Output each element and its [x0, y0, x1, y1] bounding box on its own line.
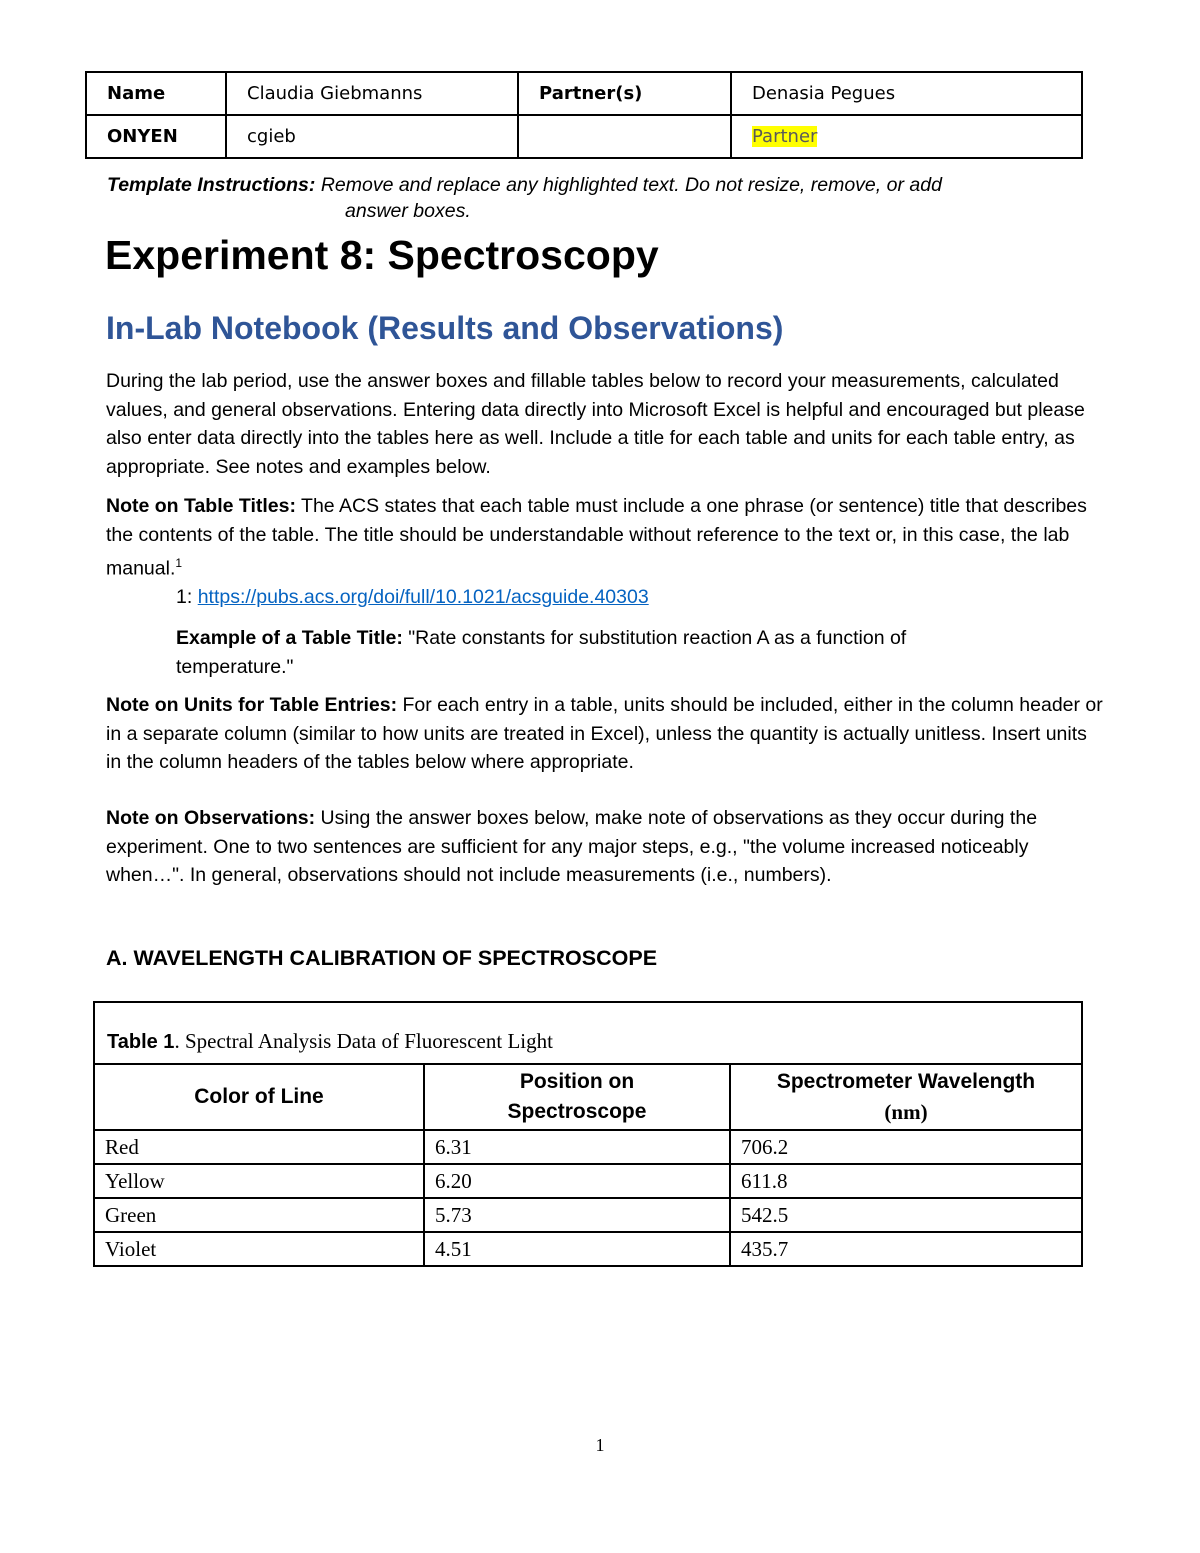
cell-wavelength[interactable]: 435.7	[730, 1232, 1081, 1265]
name-value[interactable]: Claudia Giebmanns	[226, 72, 518, 115]
cell-wavelength[interactable]: 542.5	[730, 1198, 1081, 1232]
example-table-title	[176, 624, 1016, 681]
footnote-ref: 1	[175, 556, 183, 570]
note-table-titles-label: Note on Table Titles:	[106, 495, 296, 517]
instructions-line2: answer boxes.	[345, 200, 471, 222]
cell-wavelength[interactable]: 706.2	[730, 1130, 1081, 1164]
instructions-label: Template Instructions:	[107, 174, 316, 196]
empty-cell[interactable]	[518, 115, 731, 158]
cell-position[interactable]: 4.51	[424, 1232, 730, 1265]
page-subtitle: In-Lab Notebook (Results and Observations)	[106, 310, 784, 346]
footnote-sep: :	[186, 586, 198, 608]
cell-color[interactable]: Violet	[95, 1232, 424, 1265]
col-position-header	[424, 1065, 730, 1130]
cell-color[interactable]: Green	[95, 1198, 424, 1232]
note-units-text: For each entry in a table, units should be included, either in the column header or in a separate column (similar to how units are treated in Excel), unless the quantity is actually unitless. Insert units in the column headers of the tables below where appropriate.	[106, 694, 1103, 773]
name-label: Name	[86, 72, 226, 115]
spectral-data-table	[95, 1065, 1081, 1265]
header-table	[85, 71, 1083, 159]
cell-position[interactable]: 6.31	[424, 1130, 730, 1164]
partner-value[interactable]: Denasia Pegues	[731, 72, 1082, 115]
instructions-line1: Remove and replace any highlighted text. Do not resize, remove, or add	[320, 174, 942, 196]
cell-position[interactable]: 6.20	[424, 1164, 730, 1198]
partner-onyen-value[interactable]: Partner	[752, 126, 818, 147]
section-a-heading: A. WAVELENGTH CALIBRATION OF SPECTROSCOPE	[106, 946, 658, 970]
template-instructions	[107, 172, 1067, 224]
footnote	[176, 583, 1076, 612]
example-label: Example of a Table Title:	[176, 627, 403, 649]
col-wavelength-header	[730, 1065, 1081, 1130]
header-row-onyen	[86, 115, 1082, 158]
partner-onyen-cell[interactable]	[731, 115, 1082, 158]
table-header-row	[95, 1065, 1081, 1130]
table-1	[93, 1001, 1083, 1267]
footnote-number: 1	[176, 586, 187, 608]
table-1-label: Table 1	[107, 1031, 175, 1053]
table-row	[95, 1198, 1081, 1232]
col-position-text: Position on Spectroscope	[507, 1070, 647, 1123]
table-row	[95, 1232, 1081, 1265]
col-wavelength-text: Spectrometer Wavelength	[776, 1069, 1036, 1093]
note-units-label: Note on Units for Table Entries:	[106, 694, 398, 716]
cell-position[interactable]: 5.73	[424, 1198, 730, 1232]
table-row	[95, 1130, 1081, 1164]
header-row-name	[86, 72, 1082, 115]
acs-guide-link[interactable]: https://pubs.acs.org/doi/full/10.1021/acsguide.40303	[197, 586, 649, 608]
cell-wavelength[interactable]: 611.8	[730, 1164, 1081, 1198]
col-color-header: Color of Line	[95, 1065, 424, 1130]
intro-paragraph: During the lab period, use the answer boxes and fillable tables below to record your measurements, calculated values, and general observations. Entering data directly into Microsoft Excel is helpful and encouraged but please also enter data directly into the tables here as well. Include a title for each table and units for each table entry, as appropriate. See notes and examples below.	[106, 370, 1085, 478]
onyen-label: ONYEN	[86, 115, 226, 158]
cell-color[interactable]: Red	[95, 1130, 424, 1164]
page-title: Experiment 8: Spectroscopy	[105, 232, 659, 278]
page-number: 1	[595, 1435, 605, 1455]
note-observations-label: Note on Observations:	[106, 807, 316, 829]
note-observations-text: Using the answer boxes below, make note of observations as they occur during the experiment. One to two sentences are sufficient for any major steps, e.g., "the volume increased noticeably when…". In general, observations should not include measurements (i.e., numbers).	[106, 807, 1038, 886]
onyen-value[interactable]: cgieb	[226, 115, 518, 158]
note-observations	[106, 804, 1066, 890]
cell-color[interactable]: Yellow	[95, 1164, 424, 1198]
partner-label: Partner(s)	[518, 72, 731, 115]
note-table-titles-text: The ACS states that each table must include a one phrase (or sentence) title that describes the contents of the table. The title should be understandable without reference to the text or, in this case, the lab manual.	[106, 495, 1087, 580]
table-1-caption	[95, 1003, 1081, 1065]
table-1-title[interactable]: . Spectral Analysis Data of Fluorescent Light	[174, 1029, 553, 1053]
note-table-titles	[106, 492, 1106, 583]
table-row	[95, 1164, 1081, 1198]
note-units	[106, 691, 1106, 777]
col-wavelength-unit: (nm)	[884, 1099, 928, 1124]
example-text: "Rate constants for substitution reaction A as a function of temperature."	[176, 627, 907, 678]
